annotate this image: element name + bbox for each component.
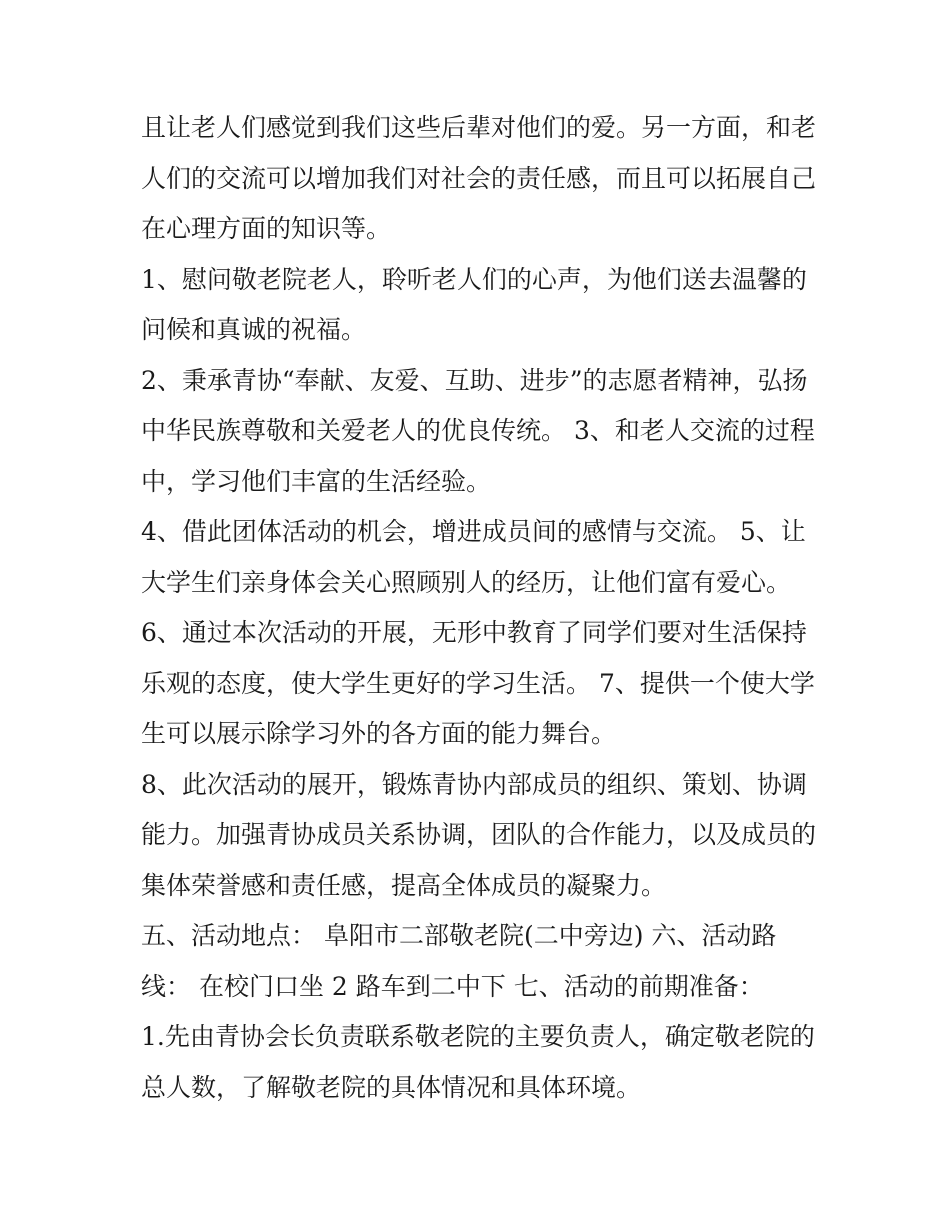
document-body [141,103,821,1113]
text-line: 在心理方面的知识等。 [141,214,392,243]
text-line: 线： 在校门口坐 2 路车到二中下 七、活动的前期准备： [141,971,764,1001]
text-line: 总人数，了解敬老院的具体情况和具体环境。 [141,1072,642,1102]
text-line: 人们的交流可以增加我们对社会的责任感，而且可以拓展自己 [141,163,817,193]
text-line: 且让老人们感觉到我们这些后辈对他们的爱。另一方面，和老 [141,113,817,142]
text-line: 8、此次活动的展开，锻炼青协内部成员的组织、策划、协调 [141,769,807,799]
text-line: 生可以展示除学习外的各方面的能力舞台。 [141,719,617,748]
text-line: 2、秉承青协“奉献、友爱、互助、进步”的志愿者精神，弘扬 [141,365,808,395]
text-line: 问候和真诚的祝福。 [141,315,367,344]
text-line: 中，学习他们丰富的生活经验。 [141,466,492,496]
text-line: 1.先由青协会长负责联系敬老院的主要负责人，确定敬老院的 [141,1022,815,1051]
text-line: 4、借此团体活动的机会，增进成员间的感情与交流。 5、让 [141,517,806,546]
text-line: 能力。加强青协成员关系协调，团队的合作能力，以及成员的 [141,820,817,849]
text-line: 中华民族尊敬和关爱老人的优良传统。 3、和老人交流的过程 [141,416,815,445]
text-line: 1、慰问敬老院老人，聆听老人们的心声，为他们送去温馨的 [141,264,807,294]
text-line: 乐观的态度，使大学生更好的学习生活。 7、提供一个使大学 [141,668,815,698]
text-line: 五、活动地点： 阜阳市二部敬老院(二中旁边) 六、活动路 [141,921,777,950]
text-line: 6、通过本次活动的开展，无形中教育了同学们要对生活保持 [141,618,807,647]
text-line: 大学生们亲身体会关心照顾别人的经历，让他们富有爱心。 [141,567,792,597]
text-line: 集体荣誉感和责任感，提高全体成员的凝聚力。 [141,870,667,900]
